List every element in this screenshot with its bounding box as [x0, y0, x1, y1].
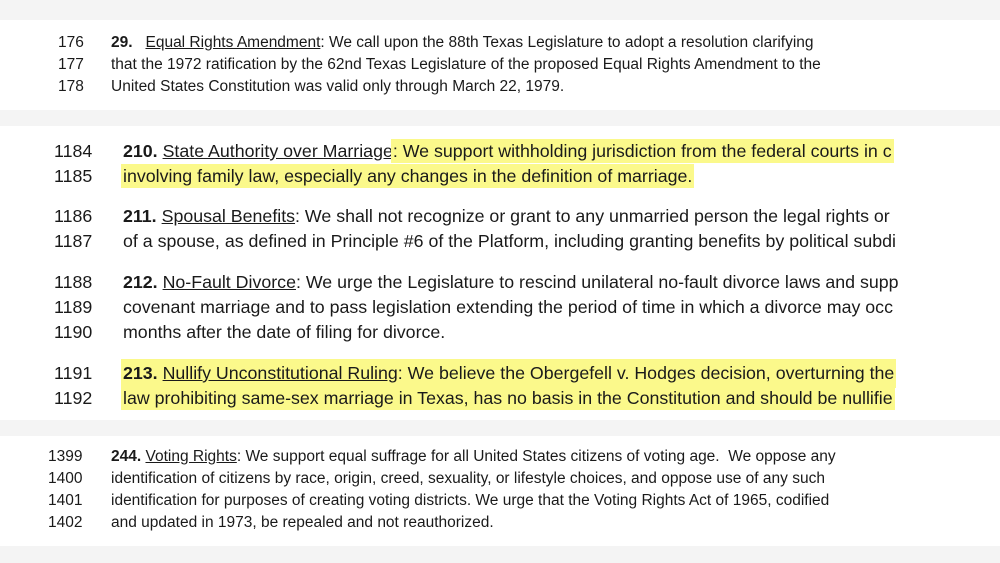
document-line [0, 361, 1000, 386]
item-number: 29. [111, 34, 133, 51]
line-number: 1402 [48, 514, 83, 531]
line-number: 1189 [54, 297, 93, 317]
document-line [0, 164, 1000, 189]
line-text: identification of citizens by race, origin, creed, sexuality, or lifestyle choices, and oppose use of any such [111, 470, 825, 487]
line-text [123, 139, 892, 164]
line-text [123, 386, 893, 411]
document-line [0, 76, 1000, 98]
document-line [0, 204, 1000, 229]
item-title: State Authority over Marriage [162, 141, 393, 161]
line-number: 1399 [48, 448, 83, 465]
line-number: 1185 [54, 166, 93, 186]
line-number: 1190 [54, 322, 93, 342]
line-text: United States Constitution was valid only through March 22, 1979. [111, 78, 565, 95]
document-line [0, 54, 1000, 76]
excerpt-equal-rights [0, 20, 1000, 110]
document-line [0, 446, 1000, 468]
line-number: 1192 [54, 388, 93, 408]
line-text [123, 361, 894, 386]
document-line [0, 512, 1000, 534]
line-text [123, 164, 692, 189]
document-line [0, 32, 1000, 54]
line-text: identification for purposes of creating voting districts. We urge that the Voting Rights Act of 1965, codified [111, 492, 830, 509]
item-text: : We support equal suffrage for all United States citizens of voting age. We oppose any [236, 448, 836, 465]
document-line [0, 229, 1000, 254]
excerpt-voting-rights [0, 436, 1000, 546]
line-text [123, 204, 890, 229]
line-text: months after the date of filing for divorce. [123, 322, 446, 342]
document-line [0, 490, 1000, 512]
item-text: : We shall not recognize or grant to any unmarried person the legal rights or [295, 206, 890, 226]
item-number: 210. [123, 141, 158, 161]
line-number: 1187 [54, 231, 93, 251]
highlighted-text: law prohibiting same-sex marriage in Texas, has no basis in the Constitution and should be nullifie [123, 388, 893, 408]
item-number: 244. [111, 448, 142, 465]
line-text [111, 32, 814, 54]
line-number: 1188 [54, 272, 93, 292]
highlighted-text: involving family law, especially any changes in the definition of marriage. [123, 166, 693, 186]
line-text: of a spouse, as defined in Principle #6 of the Platform, including granting benefits by political subdi [123, 231, 896, 251]
document-line [0, 139, 1000, 164]
line-number: 1184 [54, 141, 93, 161]
document-line [0, 320, 1000, 345]
line-number: 178 [58, 78, 84, 95]
line-number: 1186 [54, 206, 93, 226]
line-number: 177 [58, 56, 84, 73]
item-title: Equal Rights Amendment [145, 34, 321, 51]
line-text: covenant marriage and to pass legislation extending the period of time in which a divorce may occ [123, 297, 893, 317]
line-number: 176 [58, 34, 84, 51]
document-line [0, 270, 1000, 295]
line-text [111, 446, 836, 468]
document-line [0, 295, 1000, 320]
line-number: 1191 [54, 363, 93, 383]
item-text: : We urge the Legislature to rescind unilateral no-fault divorce laws and supp [295, 272, 899, 292]
line-text [123, 270, 899, 295]
document-line [0, 386, 1000, 411]
item-title: Nullify Unconstitutional Ruling [162, 363, 398, 383]
excerpt-marriage [0, 126, 1000, 420]
item-title: Spousal Benefits [161, 206, 296, 226]
highlighted-text: : We support withholding jurisdiction from the federal courts in c [392, 141, 892, 161]
item-text: : We call upon the 88th Texas Legislature to adopt a resolution clarifying [320, 34, 814, 51]
document-line [0, 468, 1000, 490]
line-text: and updated in 1973, be repealed and not reauthorized. [111, 514, 494, 531]
item-number: 213. [123, 363, 158, 383]
item-title: No-Fault Divorce [162, 272, 296, 292]
line-number: 1401 [48, 492, 83, 509]
item-title: Voting Rights [145, 448, 237, 465]
line-number: 1400 [48, 470, 83, 487]
line-text: that the 1972 ratification by the 62nd Texas Legislature of the proposed Equal Rights Amendment to the [111, 56, 821, 73]
item-number: 211. [123, 206, 157, 226]
item-text: : We believe the Obergefell v. Hodges decision, overturning the [397, 363, 895, 383]
item-number: 212. [123, 272, 158, 292]
